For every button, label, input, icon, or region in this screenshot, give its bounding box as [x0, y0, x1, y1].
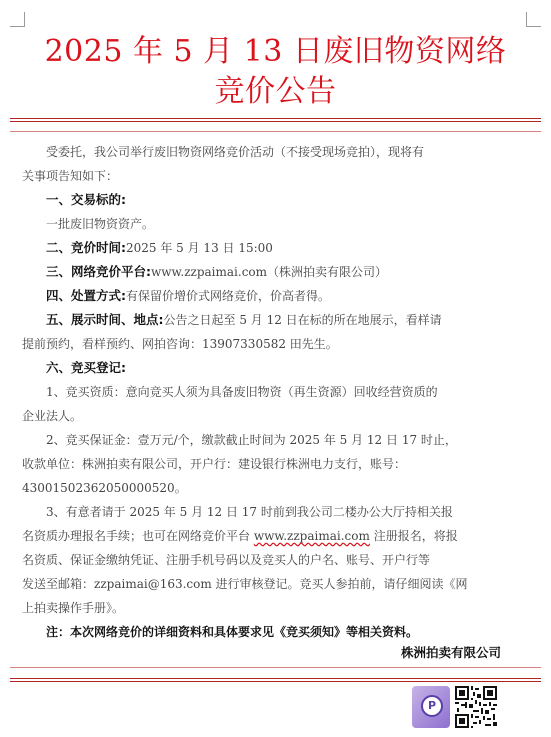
section5-heading: 五、展示时间、地点: [46, 312, 164, 327]
intro-line2: 关事项告知如下： [22, 169, 119, 183]
section3-heading: 三、网络竞价平台: [46, 264, 151, 279]
section3-body: www.zzpaimai.com（株洲拍卖有限公司） [151, 265, 388, 279]
registration-item1-line2: 企业法人。 [22, 409, 83, 423]
registration-item2-line3: 43001502362050000520。 [22, 481, 187, 495]
registration-item3-line2-end: 注册报名，将报 [369, 529, 458, 543]
divider-top-2 [10, 121, 541, 122]
divider-bottom-2 [10, 678, 541, 679]
divider-top-1 [10, 118, 541, 119]
section1-heading: 一、交易标的: [46, 192, 126, 207]
section3-row [46, 260, 387, 284]
registration-item2-line1: 2、竞买保证金：壹万元/个，缴款截止时间为 2025 年 5 月 12 日 17 时止， [46, 433, 457, 447]
qr-code-icon [455, 686, 497, 728]
company-logo [412, 686, 450, 728]
page-title-line2: 竞价公告 [214, 74, 337, 109]
registration-item2-line2: 收款单位：株洲拍卖有限公司，开户行：建设银行株洲电力支行，账号： [22, 457, 407, 471]
registration-item1-line1: 1、竞买资质：意向竞买人须为具备废旧物资（再生资源）回收经营资质的 [46, 385, 438, 399]
section2-heading: 二、竞价时间: [46, 240, 126, 255]
registration-item3-line2 [22, 524, 458, 548]
section4-body: 有保留价增价式网络竞价，价高者得。 [126, 289, 331, 303]
page-title-line1: 2025 年 5 月 13 日废旧物资网络 [44, 34, 507, 69]
announcement-body [22, 140, 504, 660]
corner-mark-left [10, 12, 25, 27]
signature-company: 株洲拍卖有限公司 [400, 645, 501, 660]
section5-body-line1: 公告之日起至 5 月 12 日在标的所在地展示，看样请 [163, 313, 442, 327]
registration-item3-line3: 名资质、保证金缴纳凭证、注册手机号码以及竞买人的户名、账号、开户行等 [22, 553, 431, 567]
section6-heading: 六、竞买登记: [46, 360, 126, 375]
divider-top-3 [10, 131, 541, 132]
section2-row [46, 236, 273, 260]
registration-item3-line2-start: 名资质办理报名手续；也可在网络竞价平台 [22, 529, 254, 543]
logo-p-icon: P [421, 695, 443, 717]
section5-body-line2: 提前预约，看样预约、网拍咨询：13907330582 田先生。 [22, 337, 338, 351]
registration-item3-line5: 上拍卖操作手册》。 [22, 601, 125, 615]
corner-mark-right [526, 12, 541, 27]
divider-bottom-3 [10, 681, 541, 682]
divider-bottom-1 [10, 667, 541, 668]
section1-body: 一批废旧物资资产。 [46, 217, 155, 231]
section4-heading: 四、处置方式: [46, 288, 126, 303]
intro-line1: 受委托，我公司举行废旧物资网络竞价活动（不接受现场竞拍），现将有 [46, 145, 425, 159]
platform-link[interactable]: www.zzpaimai.com [253, 529, 370, 543]
registration-item3-line4: 发送至邮箱：zzpaimai@163.com 进行审核登记。竞买人参拍前，请仔细阅读《网 [22, 577, 468, 591]
registration-item3-line1: 3、有意者请于 2025 年 5 月 12 日 17 时前到我公司二楼办公大厅持相关报 [46, 505, 453, 519]
section5-row [46, 308, 442, 332]
section4-row [46, 284, 330, 308]
section2-body: 2025 年 5 月 13 日 15:00 [126, 241, 273, 255]
announcement-note: 注：本次网络竞价的详细资料和具体要求见《竞买须知》等相关资料。 [46, 625, 419, 639]
